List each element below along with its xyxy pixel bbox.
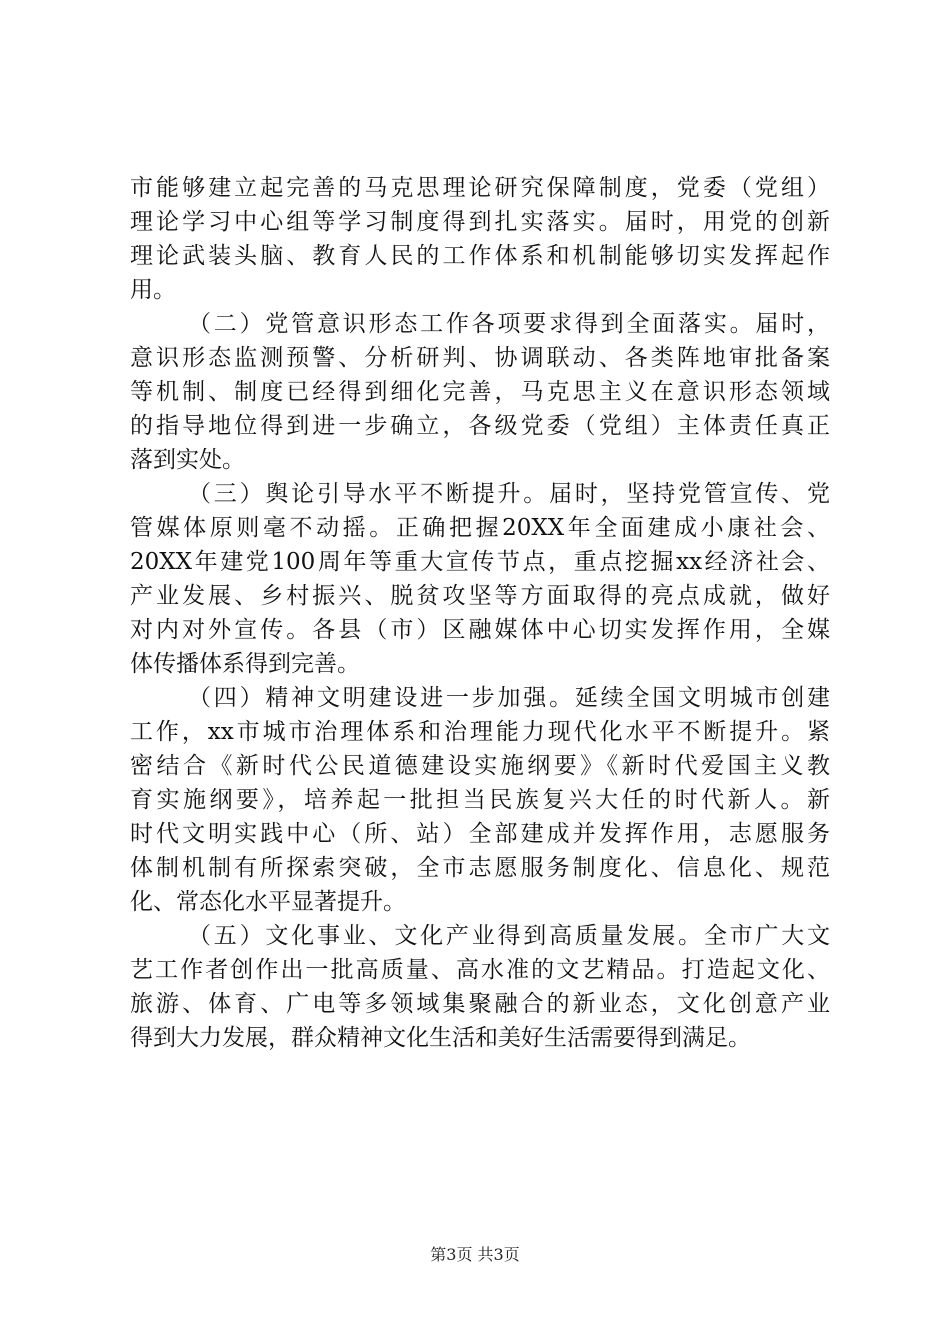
text-line: 管媒体原则毫不动摇。正确把握20XX年全面建成小康社会、 [130,515,830,541]
paragraph-heading-5: （五）文化事业、文化产业得到高质量发展。全市广大文 [188,923,830,949]
text-line: 等机制、制度已经得到细化完善，马克思主义在意识形态领域 [130,379,830,405]
text-line: 用。 [130,277,176,303]
text-line: 理论武装头脑、教育人民的工作体系和机制能够切实发挥起作 [130,243,830,269]
text-line: 落到实处。 [130,447,245,473]
text-line: 旅游、体育、广电等多领域集聚融合的新业态，文化创意产业 [130,991,830,1017]
page-number-footer: 第3页 共3页 [430,1245,520,1264]
text-line: 体制机制有所探索突破，全市志愿服务制度化、信息化、规范 [130,855,830,881]
text-line: 市能够建立起完善的马克思理论研究保障制度，党委（党组） [130,175,830,201]
text-line: 的指导地位得到进一步确立，各级党委（党组）主体责任真正 [130,413,830,439]
text-line: 产业发展、乡村振兴、脱贫攻坚等方面取得的亮点成就，做好 [130,583,830,609]
text-line: 工作，xx市城市治理体系和治理能力现代化水平不断提升。紧 [130,719,830,745]
text-line: 得到大力发展，群众精神文化生活和美好生活需要得到满足。 [130,1025,751,1051]
body-text [130,171,830,1055]
text-line: 对内对外宣传。各县（市）区融媒体中心切实发挥作用，全媒 [130,617,830,643]
text-line: 育实施纲要》，培养起一批担当民族复兴大任的时代新人。新 [130,787,830,813]
paragraph-heading-4: （四）精神文明建设进一步加强。延续全国文明城市创建 [188,685,830,711]
paragraph-heading-3: （三）舆论引导水平不断提升。届时，坚持党管宣传、党 [188,481,830,507]
paragraph-heading-2: （二）党管意识形态工作各项要求得到全面落实。届时， [188,311,830,337]
text-line: 艺工作者创作出一批高质量、高水准的文艺精品。打造起文化、 [130,957,830,983]
text-line: 时代文明实践中心（所、站）全部建成并发挥作用，志愿服务 [130,821,830,847]
text-line: 理论学习中心组等学习制度得到扎实落实。届时，用党的创新 [130,209,830,235]
text-line: 体传播体系得到完善。 [130,651,360,677]
text-line: 密结合《新时代公民道德建设实施纲要》《新时代爱国主义教 [130,753,830,779]
text-line: 20XX年建党100周年等重大宣传节点，重点挖掘xx经济社会、 [130,549,830,575]
text-line: 意识形态监测预警、分析研判、协调联动、各类阵地审批备案 [130,345,830,371]
text-line: 化、常态化水平显著提升。 [130,889,406,915]
